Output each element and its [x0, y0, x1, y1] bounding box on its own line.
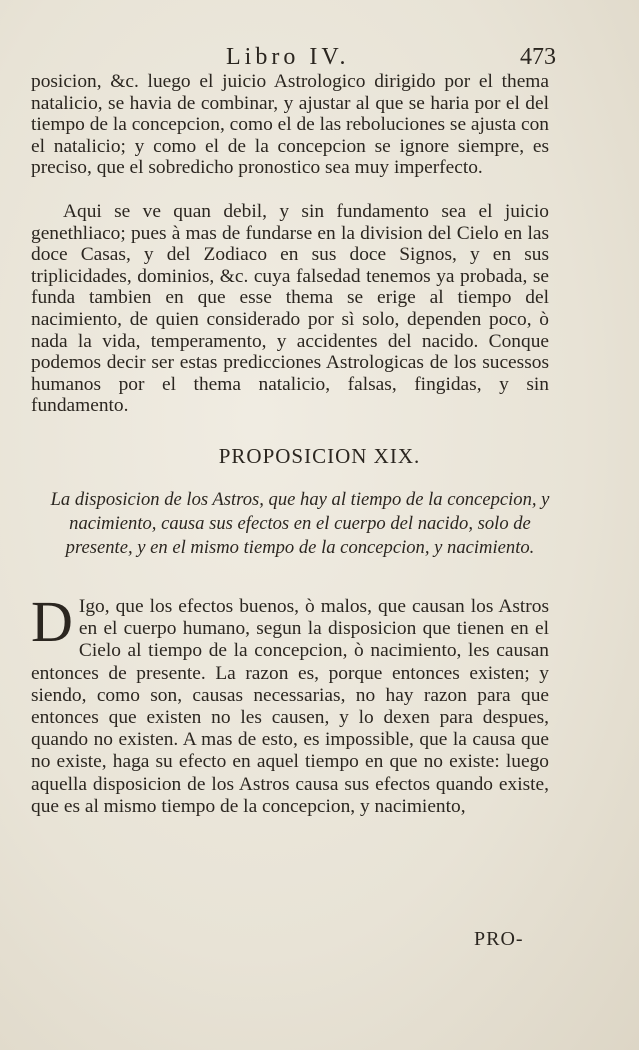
proposition-body-text: Igo, que los efectos buenos, ò malos, que causan los Astros en el cuerpo humano, segun la disposicion que tienen en el Cielo al tiempo de la concepcion, ò nacimiento, les causan entonces de presente. La razon es, porque entonces existen; y siendo, como son, causas necessarias, no hay razon para que entonces que existen no les causen, y lo dexen para despues, quando no existen. A mas de esto, es impossible, que la causa que no existe, haga su efecto en aquel tiempo en que no existe: luego aquella disposicion de los Astros causa sus efectos quando existe, que es al mismo tiempo de la concepcion, y nacimiento, — [31, 596, 549, 817]
proposition-summary: La disposicion de los Astros, que hay al tiempo de la concepcion, y nacimiento, causa sus efectos en el cuerpo del nacido, solo de presente, y en el mismo tiempo de la concepcion, y nacimiento. — [50, 489, 550, 558]
catchword: PRO- — [474, 928, 524, 950]
page-number: 473 — [520, 44, 556, 70]
running-head: Libro IV. — [226, 44, 350, 70]
paragraph-continuation: posicion, &c. luego el juicio Astrologico dirigido por el thema natalicio, se havia de combinar, y ajustar al que se haria por el del tiempo de la concepcion, como el de las reboluciones se ajusta con el natalicio; y como el de la concepcion se ignore siempre, es preciso, que el sobredicho pronostico sea muy imperfecto. — [31, 71, 549, 179]
paragraph-genethliaco: Aqui se ve quan debil, y sin fundamento sea el juicio genethliaco; pues à mas de fundarse en la division del Cielo en las doce Casas, y del Zodiaco en sus doce Signos, y en sus triplicidades, dominios, &c. cuya falsedad tenemos ya probada, se funda tambien en que esse thema se erige al tiempo del nacimiento, de quien considerado por sì solo, dependen poco, ò nada la vida, temperamento, y accidentes del nacido. Conque podemos decir ser estas predicciones Astrologicas de los sucessos humanos por el thema natalicio, falsas, fingidas, y sin fundamento. — [31, 201, 549, 417]
proposition-heading: PROPOSICION XIX. — [218, 444, 421, 468]
proposition-body — [31, 589, 549, 818]
drop-cap: D — [31, 589, 73, 654]
